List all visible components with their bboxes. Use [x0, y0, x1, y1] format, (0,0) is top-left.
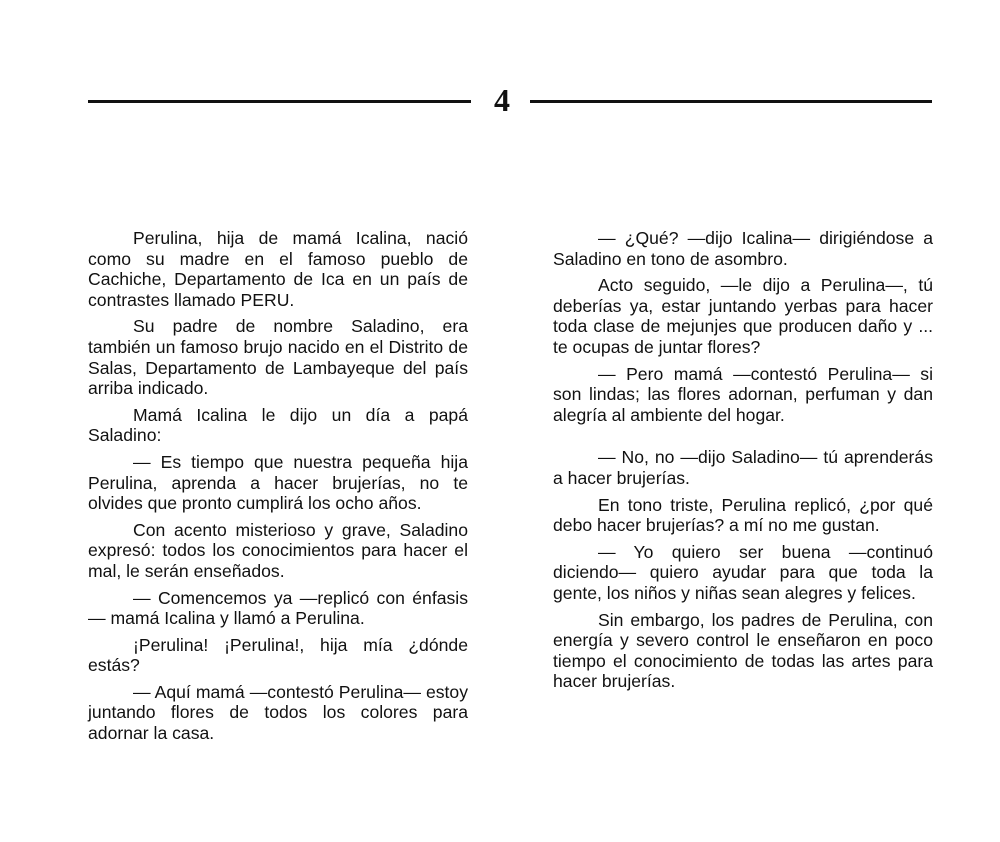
paragraph: Mamá Icalina le dijo un día a papá Saladino:	[88, 404, 468, 446]
header-rule-right	[530, 100, 932, 103]
paragraph: — Comencemos ya —replicó con énfasis— mamá Icalina y llamó a Perulina.	[88, 587, 468, 629]
left-column	[88, 228, 468, 750]
right-column	[553, 228, 933, 698]
paragraph: — Yo quiero ser buena —continuó diciendo— quiero ayudar para que toda la gente, los niños y niñas sean alegres y felices.	[553, 541, 933, 603]
paragraph: Acto seguido, —le dijo a Perulina—, tú deberías ya, estar juntando yerbas para hacer toda clase de mejunjes que producen daño y ... te ocupas de juntar flores?	[553, 275, 933, 357]
paragraph: En tono triste, Perulina replicó, ¿por qué debo hacer brujerías? a mí no me gustan.	[553, 494, 933, 536]
paragraph-gap	[553, 431, 933, 447]
paragraph: Su padre de nombre Saladino, era también un famoso brujo nacido en el Distrito de Salas, Departamento de Lambayeque del país arriba indicado.	[88, 316, 468, 399]
header-rule-left	[88, 100, 471, 103]
paragraph: Perulina, hija de mamá Icalina, nació como su madre en el famoso pueblo de Cachiche, Departamento de Ica en un país de contrastes llamado PERU.	[88, 228, 468, 310]
paragraph: — Pero mamá —contestó Perulina— si son lindas; las flores adornan, perfuman y dan alegría al ambiente del hogar.	[553, 363, 933, 425]
paragraph: — Aquí mamá —contestó Perulina— estoy juntando flores de todos los colores para adornar la casa.	[88, 681, 468, 744]
page-number: 4	[494, 82, 510, 118]
paragraph: — No, no —dijo Saladino— tú aprenderás a hacer brujerías.	[553, 447, 933, 488]
paragraph: ¡Perulina! ¡Perulina!, hija mía ¿dónde estás?	[88, 634, 468, 676]
paragraph: Sin embargo, los padres de Perulina, con energía y severo control le enseñaron en poco tiempo el conocimiento de todas las artes para hacer brujerías.	[553, 609, 933, 692]
paragraph: Con acento misterioso y grave, Saladino expresó: todos los conocimientos para hacer el mal, le serán enseñados.	[88, 519, 468, 581]
paragraph: — Es tiempo que nuestra pequeña hija Perulina, aprenda a hacer brujerías, no te olvides que pronto cumplirá los ocho años.	[88, 451, 468, 514]
paragraph: — ¿Qué? —dijo Icalina— dirigiéndose a Saladino en tono de asombro.	[553, 228, 933, 269]
